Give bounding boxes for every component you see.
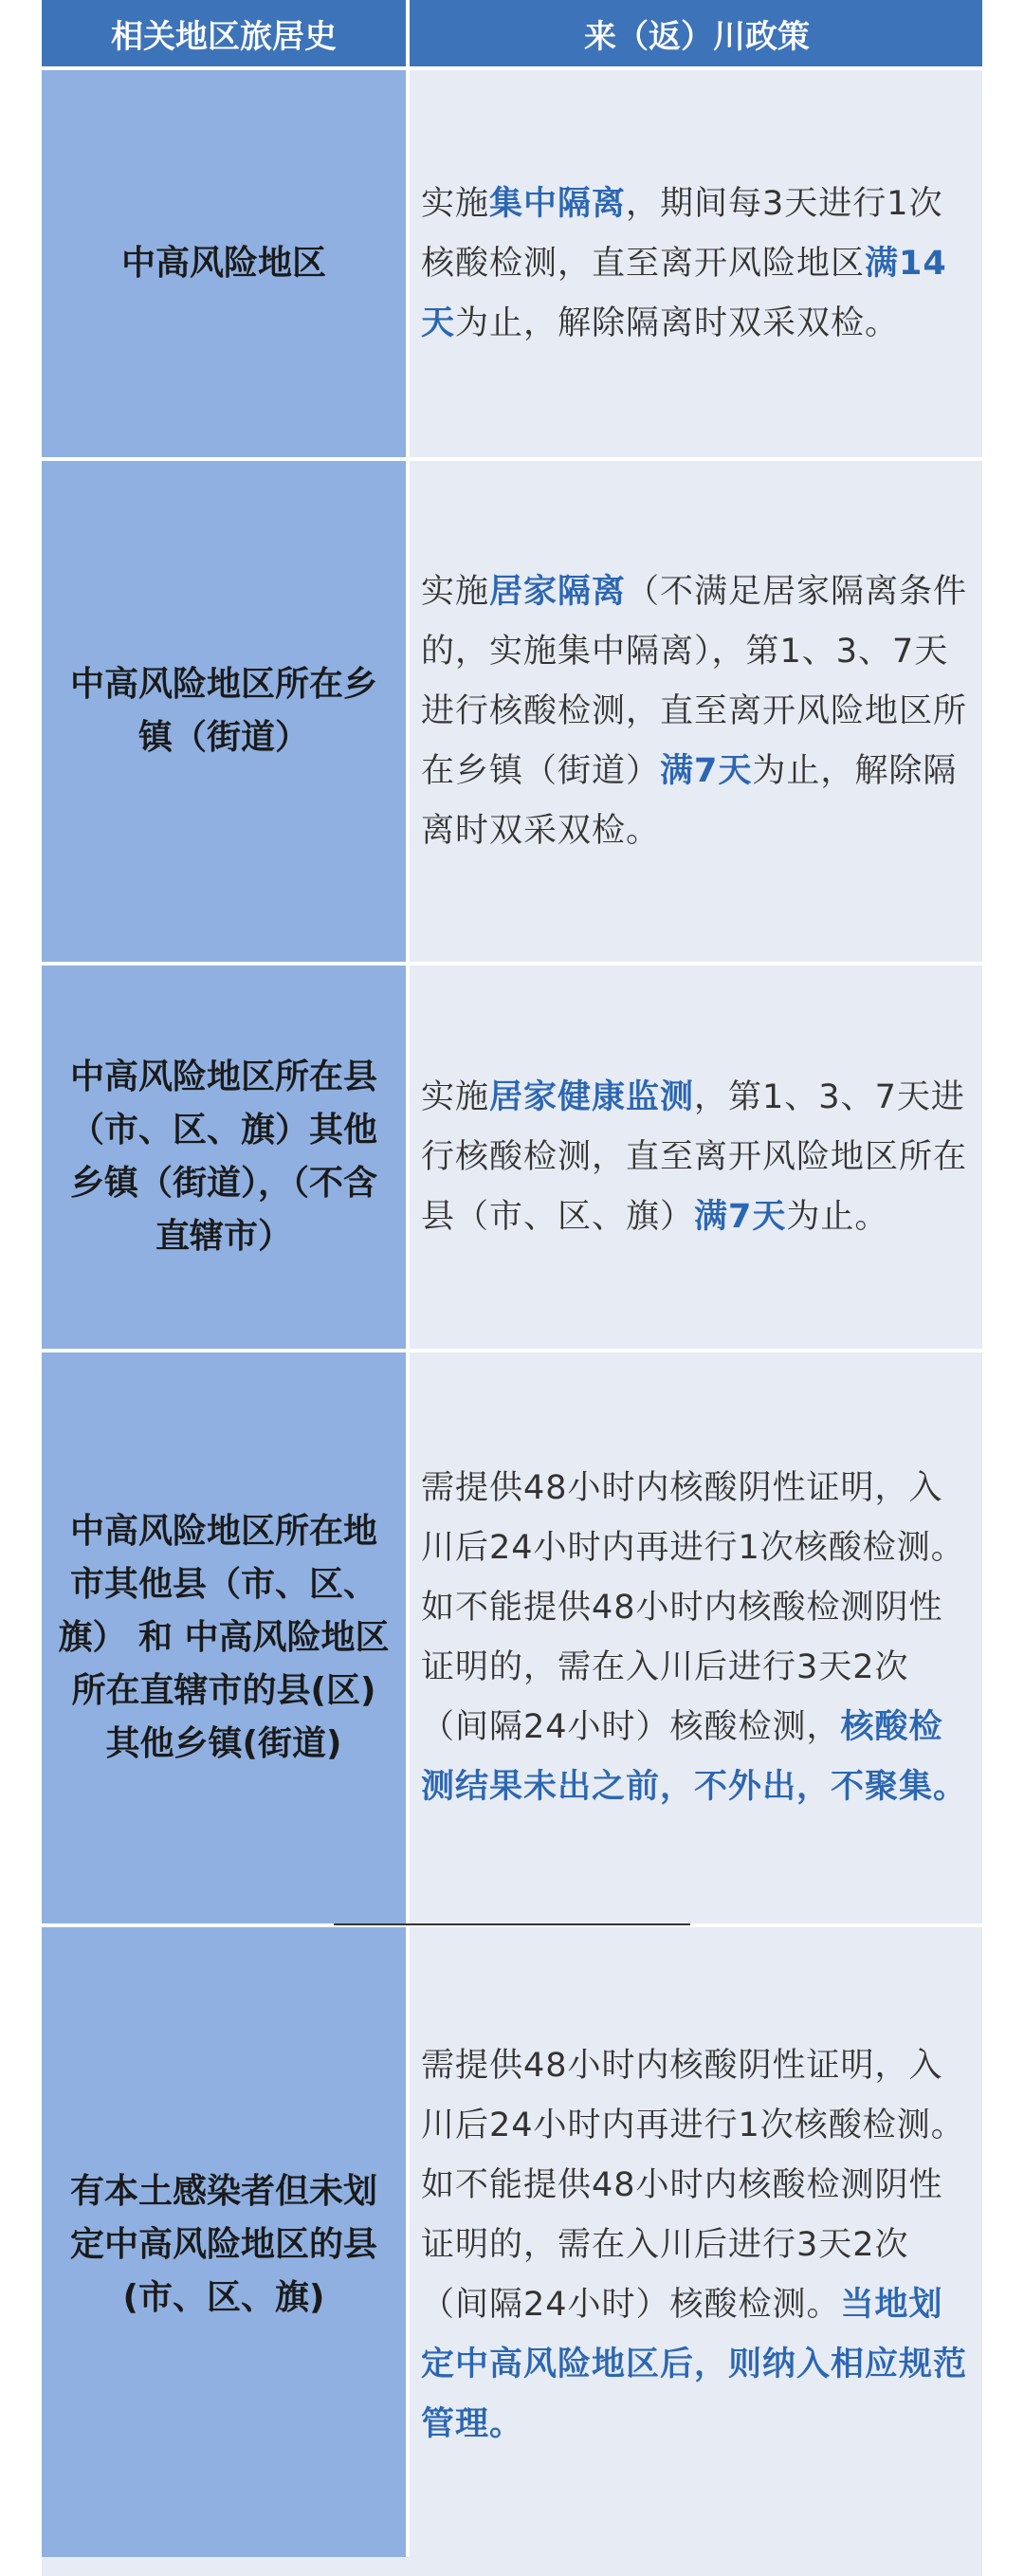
table-row	[42, 70, 982, 457]
policy-highlight: 满7天	[660, 751, 753, 790]
policy-text	[421, 1459, 973, 1817]
table-row	[42, 966, 982, 1349]
policy-segment: 实施	[421, 572, 490, 611]
policy-text	[421, 2036, 973, 2455]
policy-segment: 需提供48小时内核酸阴性证明，入川后24小时内再进行1次核酸检测。如不能提供48小时内核酸检测阴性证明的，需在入川后进行3天2次（间隔24小时）核酸检测。	[421, 2046, 965, 2324]
policy-segment: 实施	[421, 1077, 490, 1116]
policy-text	[421, 562, 973, 861]
policy-text	[421, 175, 973, 354]
policy-segment: ，第1、3、7天进行核酸检测，直至离开风险地区所在县（市、区、旗）	[421, 1077, 968, 1236]
policy-cell	[410, 1352, 982, 1923]
policy-cell	[410, 461, 982, 962]
policy-segment: 为止，解除隔离时双采双检。	[421, 751, 958, 850]
policy-highlight: 满14天	[421, 244, 947, 342]
policy-table	[42, 0, 982, 2567]
policy-highlight: 核酸检测结果未出之前，不外出，不聚集。	[421, 1708, 968, 1806]
header-policy: 来（返）川政策	[410, 0, 982, 66]
policy-highlight: 满7天	[694, 1197, 787, 1236]
region-cell: 有本土感染者但未划定中高风险地区的县(市、区、旗)	[42, 1927, 406, 2563]
table-header-row	[42, 0, 982, 66]
policy-segment: 为止。	[786, 1197, 889, 1236]
policy-highlight: 居家健康监测	[489, 1077, 695, 1116]
region-cell: 中高风险地区所在乡镇（街道）	[42, 461, 406, 962]
policy-cell	[410, 70, 982, 457]
policy-highlight: 居家隔离	[489, 572, 627, 611]
region-cell: 中高风险地区所在地市其他县（市、区、旗） 和 中高风险地区所在直辖市的县(区)其他乡镇(街道)	[42, 1352, 406, 1923]
policy-segment: （不满足居家隔离条件的，实施集中隔离），第1、3、7天进行核酸检测，直至离开风险地区所在乡镇（街道）	[421, 572, 968, 790]
region-cell: 中高风险地区	[42, 70, 406, 457]
table-row	[42, 461, 982, 962]
policy-segment: 为止，解除隔离时双采双检。	[455, 304, 900, 342]
policy-text	[421, 1068, 973, 1247]
policy-segment: 实施	[421, 184, 490, 223]
header-travel-history: 相关地区旅居史	[42, 0, 406, 66]
policy-segment: 需提供48小时内核酸阴性证明，入川后24小时内再进行1次核酸检测。如不能提供48小时内核酸检测阴性证明的，需在入川后进行3天2次（间隔24小时）核酸检测，	[421, 1469, 965, 1746]
policy-highlight: 当地划定中高风险地区后，则纳入相应规范管理。	[421, 2285, 968, 2443]
table-row	[42, 1352, 982, 1923]
table-row	[42, 1927, 982, 2563]
policy-segment: ，期间每3天进行1次核酸检测，直至离开风险地区	[421, 184, 943, 283]
divider-line	[334, 1923, 690, 1925]
policy-cell	[410, 1927, 982, 2563]
policy-cell	[410, 966, 982, 1349]
region-cell: 中高风险地区所在县（市、区、旗）其他乡镇（街道），（不含直辖市）	[42, 966, 406, 1349]
policy-highlight: 集中隔离	[489, 184, 627, 223]
table-bottom-edge	[42, 2557, 982, 2576]
